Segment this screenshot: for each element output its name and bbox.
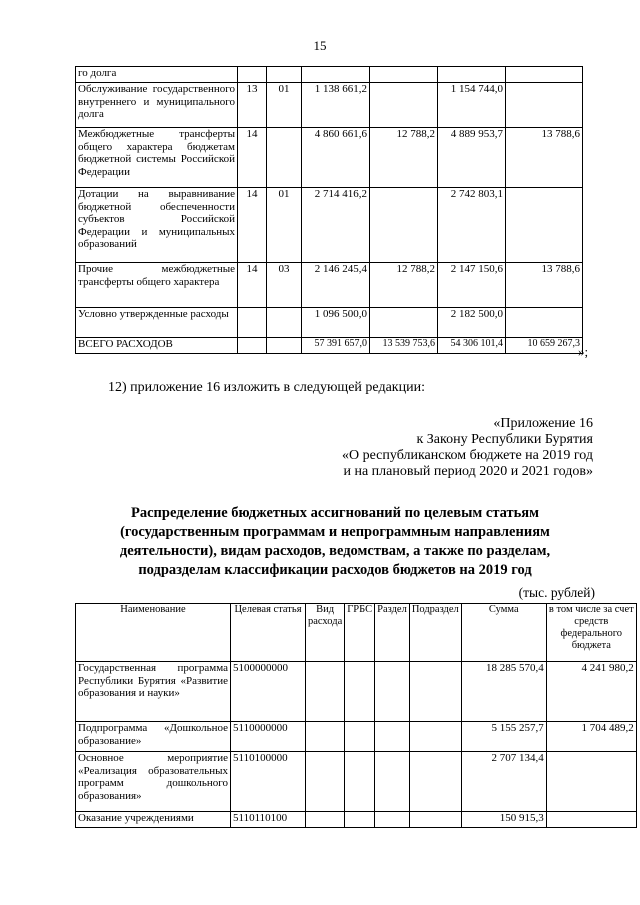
value-cell [506,188,583,263]
section-cell [238,338,267,354]
table-row [76,83,583,128]
grbs-cell [345,812,375,828]
row-name: го долга [76,67,238,83]
value-cell: 13 539 753,6 [370,338,438,354]
units-label: (тыс. рублей) [518,585,595,600]
value-cell [506,67,583,83]
grbs-cell [345,722,375,752]
subsection-cell [409,662,461,722]
federal-cell [546,812,636,828]
value-cell [370,67,438,83]
value-cell: 13 788,6 [506,128,583,188]
appendix-reference [193,416,593,480]
row-name: Подпрограмма «Дошкольное образование» [76,722,231,752]
value-cell [370,308,438,338]
row-name: Оказание учреждениями [76,812,231,828]
value-cell [506,308,583,338]
section-cell [238,308,267,338]
subsection-cell [409,812,461,828]
appendix-line: к Закону Республики Бурятия [416,432,593,447]
heading-line: деятельности), видам расходов, ведомствам, а также по разделам, [119,543,551,559]
subsection-cell [267,308,302,338]
appendix-line: «О республиканском бюджете на 2019 год [342,448,593,463]
target-cell: 5110000000 [231,722,306,752]
col-header-grbs: ГРБС [345,604,375,662]
row-name: Дотации на выравнивание бюджетной обеспеченности субъектов Российской Федерации и муниципальных образований [76,188,238,263]
grbs-cell [345,662,375,722]
document-heading [80,504,590,580]
value-cell [370,188,438,263]
kind-cell [306,662,345,722]
subsection-cell [409,752,461,812]
value-cell: 10 659 267,3 [506,338,583,354]
heading-line: (государственным программам и непрограммным направлениям [120,524,550,540]
table-row [76,128,583,188]
value-cell: 2 146 245,4 [302,263,370,308]
value-cell: 12 788,2 [370,263,438,308]
row-name: Основное мероприятие «Реализация образовательных программ дошкольного образования» [76,752,231,812]
value-cell: 4 889 953,7 [438,128,506,188]
expenses-by-section-table [75,66,583,354]
row-name: Условно утвержденные расходы [76,308,238,338]
total-row [76,338,583,354]
table-row [76,308,583,338]
col-header-section: Раздел [375,604,410,662]
kind-cell [306,722,345,752]
subsection-cell [267,128,302,188]
heading-line: подразделам классификации расходов бюджетов на 2019 год [138,562,532,578]
row-name: Прочие межбюджетные трансферты общего характера [76,263,238,308]
table-row [76,662,637,722]
value-cell: 54 306 101,4 [438,338,506,354]
value-cell [506,83,583,128]
value-cell: 2 182 500,0 [438,308,506,338]
heading-line: Распределение бюджетных ассигнований по целевым статьям [130,505,540,521]
table-row [76,263,583,308]
subsection-cell: 03 [267,263,302,308]
value-cell: 13 788,6 [506,263,583,308]
subsection-cell [409,722,461,752]
section-cell: 14 [238,263,267,308]
kind-cell [306,812,345,828]
sum-cell: 150 915,3 [461,812,546,828]
col-header-target: Целевая статья [231,604,306,662]
kind-cell [306,752,345,812]
appendix-line: и на плановый период 2020 и 2021 годов» [343,464,593,479]
federal-cell: 4 241 980,2 [546,662,636,722]
table-row [76,812,637,828]
subsection-cell [267,338,302,354]
table-row [76,722,637,752]
sum-cell: 18 285 570,4 [461,662,546,722]
section-cell: 13 [238,83,267,128]
value-cell: 2 147 150,6 [438,263,506,308]
closing-quote: »; [578,344,589,359]
col-header-sum: Сумма [461,604,546,662]
header-row [76,604,637,662]
federal-cell [546,752,636,812]
row-name: Обслуживание государственного внутреннего и муниципального долга [76,83,238,128]
value-cell: 1 154 744,0 [438,83,506,128]
value-cell: 2 742 803,1 [438,188,506,263]
col-header-name: Наименование [76,604,231,662]
col-header-federal: в том числе за счет средств федерального бюджета [546,604,636,662]
target-cell: 5110110100 [231,812,306,828]
subsection-cell: 01 [267,188,302,263]
value-cell: 1 096 500,0 [302,308,370,338]
value-cell: 4 860 661,6 [302,128,370,188]
value-cell [370,83,438,128]
table-row [76,752,637,812]
section-cell [375,722,410,752]
row-name: Межбюджетные трансферты общего характера бюджетам бюджетной системы Российской Федерации [76,128,238,188]
page-number: 15 [313,38,327,53]
appendix-line: «Приложение 16 [493,416,593,431]
federal-cell: 1 704 489,2 [546,722,636,752]
value-cell: 1 138 661,2 [302,83,370,128]
col-header-kind: Вид расхода [306,604,345,662]
value-cell: 2 714 416,2 [302,188,370,263]
value-cell: 12 788,2 [370,128,438,188]
section-cell [238,67,267,83]
subsection-cell [267,67,302,83]
value-cell [302,67,370,83]
section-cell: 14 [238,128,267,188]
allocation-table [75,603,637,828]
section-cell [375,812,410,828]
grbs-cell [345,752,375,812]
sum-cell: 5 155 257,7 [461,722,546,752]
target-cell: 5100000000 [231,662,306,722]
amendment-paragraph: 12) приложение 16 изложить в следующей редакции: [108,380,425,395]
table-row [76,67,583,83]
value-cell: 57 391 657,0 [302,338,370,354]
target-cell: 5110100000 [231,752,306,812]
value-cell [438,67,506,83]
row-name: Государственная программа Республики Бурятия «Развитие образования и науки» [76,662,231,722]
subsection-cell: 01 [267,83,302,128]
col-header-subsection: Подраздел [409,604,461,662]
section-cell [375,752,410,812]
row-name: ВСЕГО РАСХОДОВ [76,338,238,354]
section-cell [375,662,410,722]
table-row [76,188,583,263]
sum-cell: 2 707 134,4 [461,752,546,812]
section-cell: 14 [238,188,267,263]
